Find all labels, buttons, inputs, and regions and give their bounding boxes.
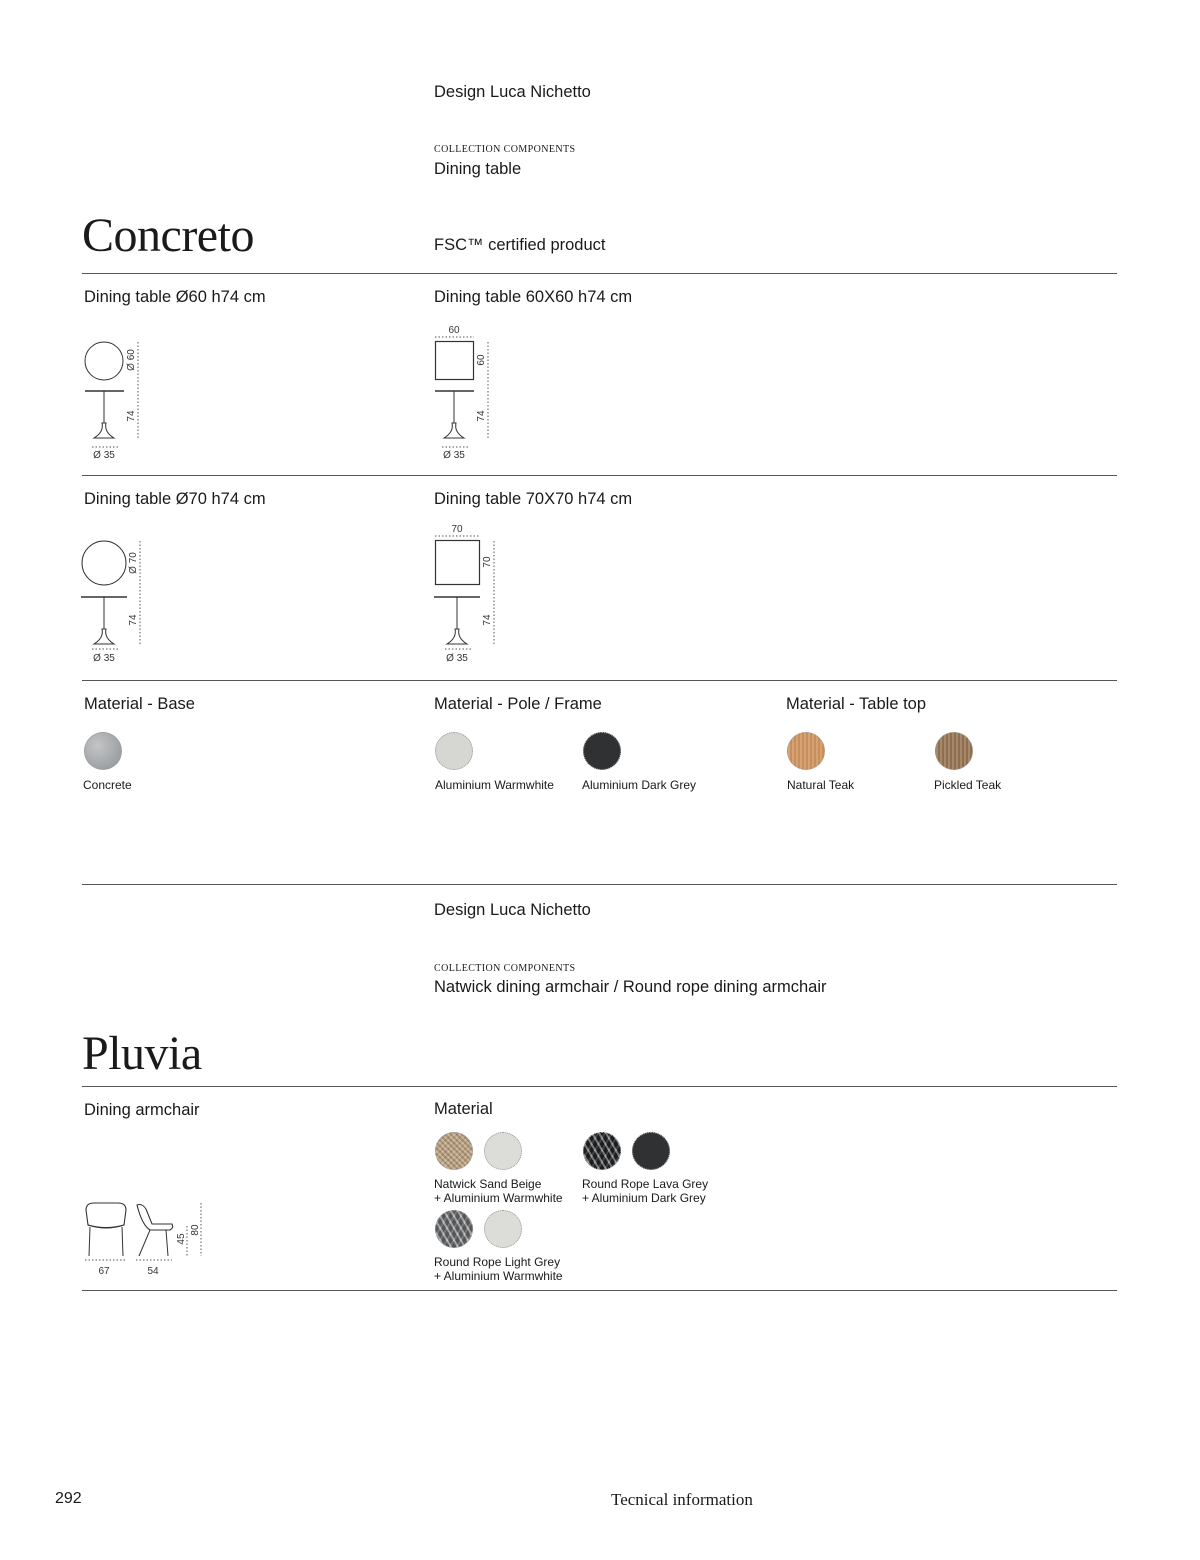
dim-depth: 54: [147, 1266, 159, 1277]
swatch-aluminium-dark-grey: [632, 1132, 670, 1170]
round-table-70-drawing: [78, 518, 158, 668]
swatch-aluminium-warmwhite: [435, 732, 473, 770]
square-table-60-drawing: [430, 320, 510, 465]
swatch-label-line2: + Aluminium Dark Grey: [582, 1191, 706, 1205]
table-label-square-60: Dining table 60X60 h74 cm: [434, 288, 633, 306]
pluvia-designer: Design Luca Nichetto: [434, 901, 591, 919]
dim-depth: 60: [476, 354, 487, 366]
swatch-pickled-teak: [935, 732, 973, 770]
swatch-natural-teak: [787, 732, 825, 770]
pluvia-material-label: Material: [434, 1100, 493, 1118]
swatch-aluminium-dark-grey: [583, 732, 621, 770]
table-label-round-70: Dining table Ø70 h74 cm: [84, 490, 266, 508]
swatch-round-rope-lava-grey: [583, 1132, 621, 1170]
concreto-fsc: FSC™ certified product: [434, 236, 606, 254]
swatch-aluminium-warmwhite: [484, 1132, 522, 1170]
divider: [82, 1290, 1117, 1291]
square-table-70-drawing: [430, 518, 510, 668]
pluvia-product-label: Dining armchair: [84, 1101, 200, 1119]
divider: [82, 884, 1117, 885]
material-pole-label: Material - Pole / Frame: [434, 695, 602, 713]
dim-depth: 70: [482, 556, 493, 568]
dim-height: 80: [190, 1224, 201, 1236]
divider: [82, 680, 1117, 681]
divider: [82, 273, 1117, 274]
swatch-label-line1: Round Rope Light Grey: [434, 1255, 561, 1269]
table-label-square-70: Dining table 70X70 h74 cm: [434, 490, 633, 508]
dim-base: Ø 35: [93, 450, 115, 461]
section-title: Tecnical information: [611, 1490, 753, 1509]
swatch-round-rope-light-grey: [435, 1210, 473, 1248]
swatch-label-line1: Round Rope Lava Grey: [582, 1177, 709, 1191]
swatch-label: Aluminium Warmwhite: [435, 778, 554, 792]
table-label-round-60: Dining table Ø60 h74 cm: [84, 288, 266, 306]
divider: [82, 1086, 1117, 1087]
swatch-label-line1: Natwick Sand Beige: [434, 1177, 542, 1191]
dim-seat: 45: [176, 1233, 187, 1245]
round-table-60-drawing: [80, 320, 160, 465]
concreto-components: Dining table: [434, 160, 522, 178]
material-base-label: Material - Base: [84, 695, 195, 713]
dim-base: Ø 35: [443, 450, 465, 461]
pluvia-title: Pluvia: [82, 1027, 202, 1080]
dim-height: 74: [482, 614, 493, 626]
pluvia-components: Natwick dining armchair / Round rope dining armchair: [434, 978, 827, 996]
dim-height: 74: [476, 410, 487, 422]
swatch-label-line2: + Aluminium Warmwhite: [434, 1191, 563, 1205]
page-number: 292: [55, 1490, 82, 1507]
armchair-drawing: [80, 1195, 210, 1280]
pluvia-components-label: COLLECTION COMPONENTS: [434, 963, 576, 974]
dim-top: Ø 70: [128, 552, 139, 574]
concreto-components-label: COLLECTION COMPONENTS: [434, 144, 576, 155]
dim-base: Ø 35: [446, 653, 468, 664]
dim-height: 74: [128, 614, 139, 626]
swatch-label: Pickled Teak: [934, 778, 1002, 792]
dim-width: 67: [98, 1266, 110, 1277]
dim-height: 74: [126, 410, 137, 422]
dim-base: Ø 35: [93, 653, 115, 664]
dim-top: Ø 60: [126, 349, 137, 371]
dim-width: 60: [448, 325, 460, 336]
divider: [82, 475, 1117, 476]
swatch-label: Aluminium Dark Grey: [582, 778, 697, 792]
concreto-designer: Design Luca Nichetto: [434, 83, 591, 101]
swatch-aluminium-warmwhite: [484, 1210, 522, 1248]
material-top-label: Material - Table top: [786, 695, 927, 713]
swatch-natwick-sand-beige: [435, 1132, 473, 1170]
swatch-concrete: [84, 732, 122, 770]
dim-width: 70: [451, 524, 463, 535]
swatch-label: Concrete: [83, 778, 132, 792]
swatch-label-line2: + Aluminium Warmwhite: [434, 1269, 563, 1283]
swatch-label: Natural Teak: [787, 778, 855, 792]
concreto-title: Concreto: [82, 209, 254, 262]
